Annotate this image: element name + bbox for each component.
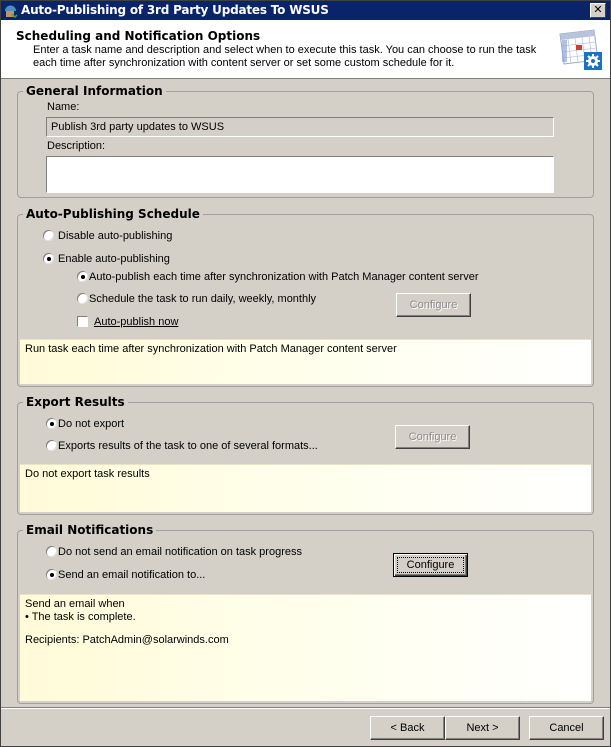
radio-unchecked-icon (46, 546, 57, 557)
radio-checked-icon (43, 253, 54, 264)
disable-auto-publishing-label: Disable auto-publishing (58, 230, 173, 242)
email-info-recipients: Recipients: PatchAdmin@solarwinds.com (25, 634, 229, 646)
custom-schedule-radio[interactable] (77, 293, 316, 305)
name-label: Name: (47, 101, 80, 113)
auto-publish-now-label: Auto-publish now (94, 316, 179, 328)
wizard-header (1, 20, 610, 79)
no-email-radio[interactable] (46, 546, 302, 558)
app-icon (3, 3, 18, 18)
close-icon: ✕ (593, 3, 603, 16)
page-description: Enter a task name and description and select when to execute this task. You can choose to run the task each time after synchronization with content server or set some custom schedule for it. (33, 44, 537, 69)
next-button[interactable]: Next > (445, 716, 520, 740)
disable-auto-publishing-radio[interactable] (43, 230, 172, 242)
email-info-panel (20, 594, 591, 701)
auto-publish-now-checkbox[interactable] (77, 316, 178, 328)
send-email-label: Send an email notification to... (58, 569, 206, 581)
cancel-button[interactable]: Cancel (529, 716, 604, 740)
auto-publishing-schedule-legend: Auto-Publishing Schedule (23, 207, 203, 221)
export-results-group (17, 395, 594, 515)
export-info-panel: Do not export task results (20, 464, 591, 512)
export-results-label: Exports results of the task to one of several formats... (58, 440, 318, 452)
email-configure-button[interactable] (393, 553, 468, 577)
checkbox-icon (77, 316, 88, 327)
auto-publish-each-sync-radio[interactable] (77, 271, 478, 283)
radio-checked-icon (46, 418, 57, 429)
enable-auto-publishing-label: Enable auto-publishing (58, 253, 170, 265)
email-info-condition: • The task is complete. (25, 611, 136, 623)
back-button[interactable]: < Back (370, 716, 445, 740)
email-notifications-group (17, 523, 594, 704)
schedule-info-panel: Run task each time after synchronization with Patch Manager content server (20, 339, 591, 384)
auto-publish-each-sync-label: Auto-publish each time after synchronization with Patch Manager content server (89, 271, 479, 283)
export-results-legend: Export Results (23, 395, 128, 409)
close-button[interactable] (590, 3, 606, 18)
send-email-radio[interactable] (46, 569, 205, 581)
auto-publishing-schedule-group (17, 207, 594, 387)
footer-divider (1, 707, 610, 709)
enable-auto-publishing-radio[interactable] (43, 253, 170, 265)
custom-schedule-label: Schedule the task to run daily, weekly, monthly (89, 293, 317, 305)
radio-unchecked-icon (46, 440, 57, 451)
email-info-when: Send an email when (25, 598, 125, 610)
email-configure-label: Configure (397, 557, 464, 573)
radio-unchecked-icon (43, 230, 54, 241)
email-notifications-legend: Email Notifications (23, 523, 156, 537)
description-field[interactable] (46, 156, 554, 193)
do-not-export-radio[interactable] (46, 418, 124, 430)
radio-unchecked-icon (77, 293, 88, 304)
schedule-configure-button[interactable]: Configure (396, 293, 471, 317)
name-field[interactable]: Publish 3rd party updates to WSUS (46, 117, 554, 137)
export-results-radio[interactable] (46, 440, 318, 452)
do-not-export-label: Do not export (58, 418, 125, 430)
window-title: Auto-Publishing of 3rd Party Updates To WSUS (21, 3, 329, 17)
radio-checked-icon (77, 271, 88, 282)
calendar-gear-icon (556, 26, 604, 74)
page-title: Scheduling and Notification Options (16, 29, 261, 43)
export-configure-button[interactable]: Configure (395, 425, 470, 449)
no-email-label: Do not send an email notification on task progress (58, 546, 302, 558)
radio-checked-icon (46, 569, 57, 580)
description-label: Description: (47, 140, 106, 152)
title-bar (1, 1, 610, 20)
general-information-group (17, 84, 594, 198)
general-information-legend: General Information (23, 84, 166, 98)
